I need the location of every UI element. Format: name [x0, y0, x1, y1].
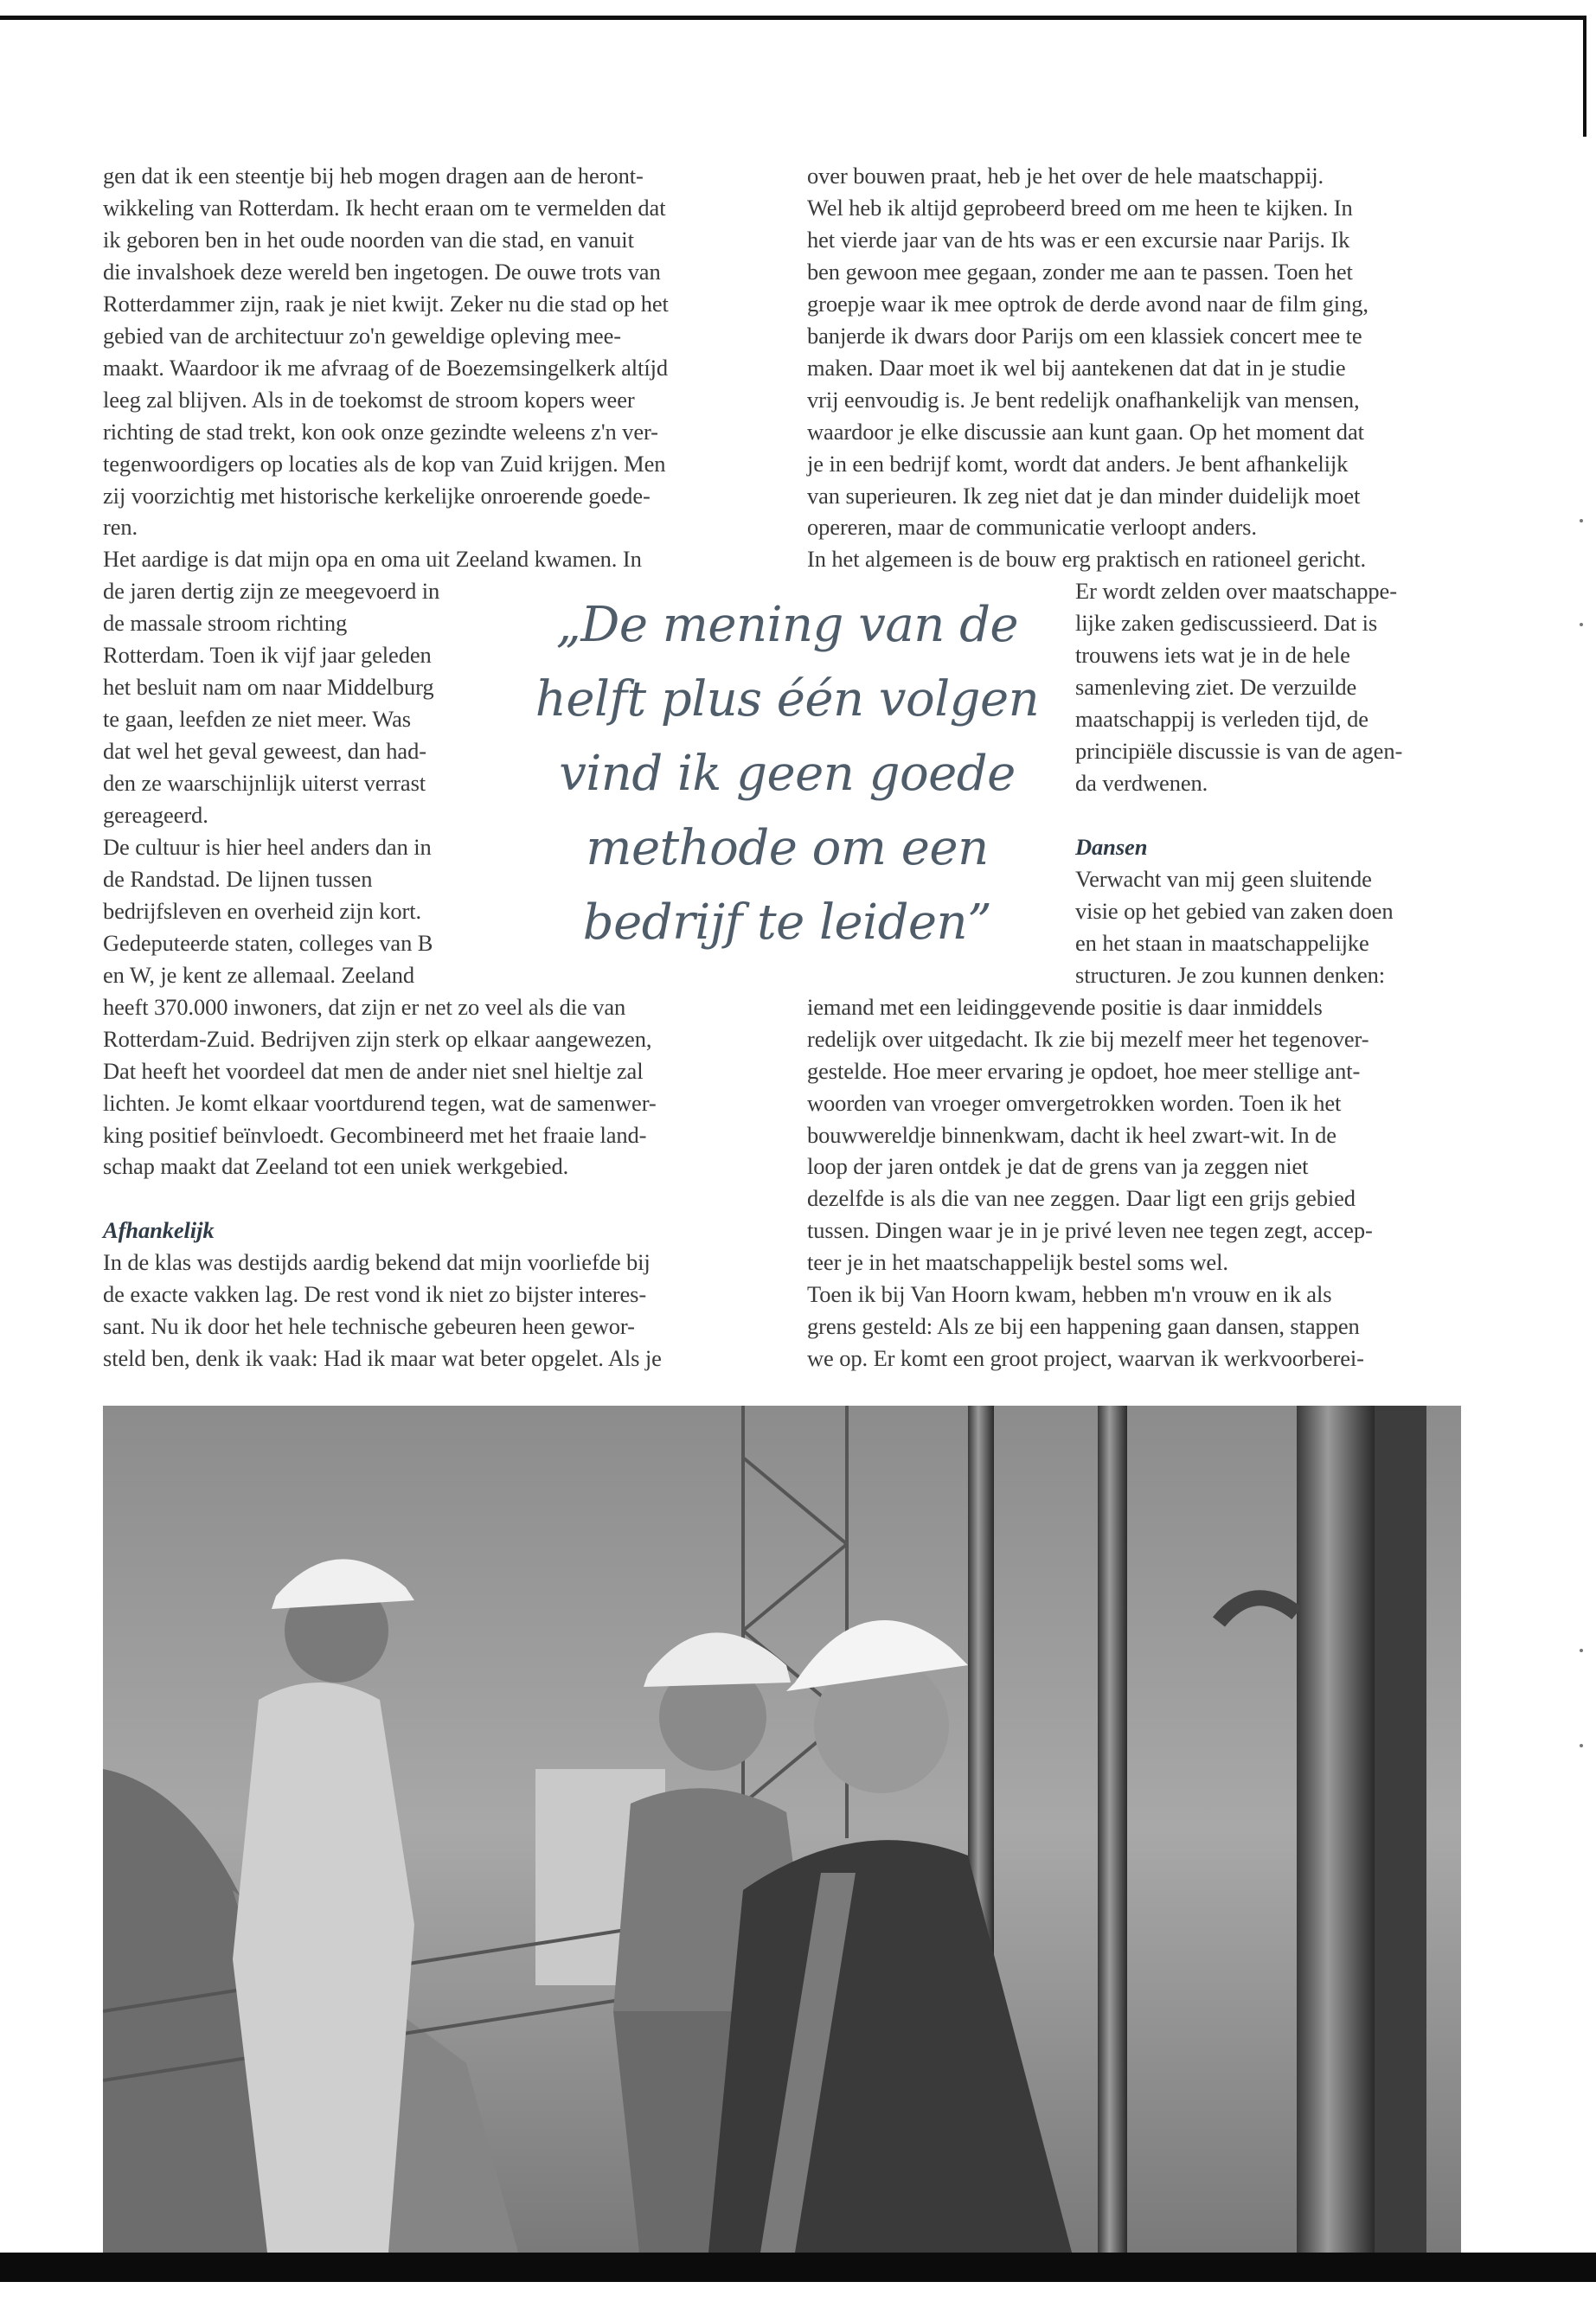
photo-construction-workers	[103, 1406, 1461, 2253]
body-text-line: lichten. Je komt elkaar voortdurend tegen, wat de samenwer-	[103, 1089, 657, 1116]
body-text-line: grens gesteld: Als ze bij een happening gaan dansen, stappen	[807, 1313, 1360, 1340]
body-text-line: Rotterdam-Zuid. Bedrijven zijn sterk op elkaar aangewezen,	[103, 1025, 652, 1052]
pull-quote-line: „De mening van de	[555, 597, 1019, 653]
body-text-line: banjerde ik dwars door Parijs om een klassiek concert mee te	[807, 322, 1362, 349]
section-heading: Dansen	[1075, 833, 1148, 860]
body-text-line: trouwens iets wat je in de hele	[1075, 642, 1350, 669]
body-text-line: tussen. Dingen waar je in je privé leven nee tegen zegt, accep-	[807, 1217, 1373, 1244]
scan-mark	[1580, 519, 1583, 522]
body-text-line: woorden van vroeger omvergetrokken worden. Toen ik het	[807, 1089, 1342, 1116]
body-text-line: Gedeputeerde staten, colleges van B	[103, 929, 433, 956]
body-text-line: en W, je kent ze allemaal. Zeeland	[103, 961, 415, 988]
body-text-line: gestelde. Hoe meer ervaring je opdoet, hoe meer stellige ant-	[807, 1057, 1361, 1084]
body-text-line: Rotterdammer zijn, raak je niet kwijt. Zeker nu die stad op het	[103, 290, 669, 317]
body-text-line: bouwwereldje binnenkwam, dacht ik heel zwart-wit. In de	[807, 1121, 1336, 1148]
body-text-line: sant. Nu ik door het hele technische gebeuren heen gewor-	[103, 1313, 635, 1340]
body-text-line: en het staan in maatschappelijke	[1075, 929, 1369, 956]
body-text-line: richting de stad trekt, kon ook onze gezindte weleens z'n ver-	[103, 418, 658, 445]
body-text-line: steld ben, denk ik vaak: Had ik maar wat beter opgelet. Als je	[103, 1345, 662, 1372]
body-text-line: we op. Er komt een groot project, waarvan ik werkvoorberei-	[807, 1345, 1364, 1372]
body-text-line: king positief beïnvloedt. Gecombineerd met het fraaie land-	[103, 1121, 647, 1148]
body-text-line: van superieuren. Ik zeg niet dat je dan minder duidelijk moet	[807, 482, 1361, 509]
pull-quote-line: helft plus één volgen	[535, 671, 1040, 727]
body-text-line: maakt. Waardoor ik me afvraag of de Boezemsingelkerk altíjd	[103, 354, 668, 381]
body-text-line: dat wel het geval geweest, dan had-	[103, 738, 426, 765]
body-text-line: maatschappij is verleden tijd, de	[1075, 706, 1368, 733]
body-text-line: leeg zal blijven. Als in de toekomst de stroom kopers weer	[103, 386, 635, 413]
body-text-line: dezelfde is als die van nee zeggen. Daar ligt een grijs gebied	[807, 1185, 1356, 1212]
body-text-line: visie op het gebied van zaken doen	[1075, 897, 1394, 924]
body-text-line: opereren, maar de communicatie verloopt anders.	[807, 514, 1257, 541]
page-right-border	[1583, 16, 1586, 137]
body-text-line: redelijk over uitgedacht. Ik zie bij mezelf meer het tegenover-	[807, 1025, 1369, 1052]
body-text-line: In de klas was destijds aardig bekend dat mijn voorliefde bij	[103, 1249, 651, 1276]
body-text-line: Het aardige is dat mijn opa en oma uit Zeeland kwamen. In	[103, 546, 642, 573]
body-text-line: principiële discussie is van de agen-	[1075, 738, 1403, 765]
body-text-line: wikkeling van Rotterdam. Ik hecht eraan om te vermelden dat	[103, 194, 666, 221]
body-text-line: ren.	[103, 514, 138, 541]
body-text-line: ik geboren ben in het oude noorden van die stad, en vanuit	[103, 226, 634, 253]
body-text-line: schap maakt dat Zeeland tot een uniek werkgebied.	[103, 1153, 569, 1180]
body-text-line: het vierde jaar van de hts was er een excursie naar Parijs. Ik	[807, 226, 1350, 253]
body-text-line: vrij eenvoudig is. Je bent redelijk onafhankelijk van mensen,	[807, 386, 1360, 413]
body-text-line: gereageerd.	[103, 802, 208, 828]
body-text-line: lijke zaken gediscussieerd. Dat is	[1075, 610, 1378, 637]
body-text-line: Rotterdam. Toen ik vijf jaar geleden	[103, 642, 432, 669]
section-heading: Afhankelijk	[103, 1217, 215, 1244]
body-text-line: samenleving ziet. De verzuilde	[1075, 674, 1357, 701]
body-text-line: Er wordt zelden over maatschappe-	[1075, 578, 1397, 605]
body-text-line: teer je in het maatschappelijk bestel soms wel.	[807, 1249, 1228, 1276]
body-text-line: zij voorzichtig met historische kerkelijke onroerende goede-	[103, 482, 651, 509]
body-text-line: het besluit nam om naar Middelburg	[103, 674, 434, 701]
body-text-line: Verwacht van mij geen sluitende	[1075, 865, 1372, 892]
body-text-line: groepje waar ik mee optrok de derde avond naar de film ging,	[807, 290, 1368, 317]
scan-mark	[1580, 1649, 1583, 1652]
body-text-line: In het algemeen is de bouw erg praktisch en rationeel gericht.	[807, 546, 1367, 573]
body-text-line: De cultuur is hier heel anders dan in	[103, 833, 432, 860]
body-text-line: Toen ik bij Van Hoorn kwam, hebben m'n vrouw en ik als	[807, 1281, 1332, 1308]
body-text-line: bedrijfsleven en overheid zijn kort.	[103, 897, 422, 924]
page-bottom-border	[0, 2253, 1596, 2282]
pull-quote-line: vind ik geen goede	[559, 746, 1016, 802]
body-text-line: gen dat ik een steentje bij heb mogen dragen aan de heront-	[103, 163, 644, 189]
body-text-line: over bouwen praat, heb je het over de hele maatschappij.	[807, 163, 1324, 189]
page-top-border	[0, 16, 1586, 20]
body-text-line: ben gewoon mee gegaan, zonder me aan te passen. Toen het	[807, 258, 1353, 285]
body-text-line: heeft 370.000 inwoners, dat zijn er net zo veel als die van	[103, 993, 626, 1020]
pull-quote-line: methode om een	[586, 820, 989, 876]
body-text-line: iemand met een leidinggevende positie is daar inmiddels	[807, 993, 1323, 1020]
body-text-line: de jaren dertig zijn ze meegevoerd in	[103, 578, 440, 605]
body-text-line: die invalshoek deze wereld ben ingetogen. De ouwe trots van	[103, 258, 661, 285]
body-text-line: maken. Daar moet ik wel bij aantekenen dat dat in je studie	[807, 354, 1346, 381]
pull-quote-line: bedrijf te leiden”	[582, 894, 992, 951]
body-text-line: den ze waarschijnlijk uiterst verrast	[103, 770, 426, 797]
body-text-line: da verdwenen.	[1075, 770, 1208, 797]
body-text-line: de Randstad. De lijnen tussen	[103, 865, 373, 892]
body-text-line: loop der jaren ontdek je dat de grens van ja zeggen niet	[807, 1153, 1309, 1180]
body-text-line: je in een bedrijf komt, wordt dat anders. Je bent afhankelijk	[807, 450, 1349, 477]
body-text-line: structuren. Je zou kunnen denken:	[1075, 961, 1386, 988]
body-text-line: gebied van de architectuur zo'n geweldige opleving mee-	[103, 322, 621, 349]
body-text-line: de massale stroom richting	[103, 610, 348, 637]
body-text-line: Wel heb ik altijd geprobeerd breed om me heen te kijken. In	[807, 194, 1353, 221]
body-text-line: te gaan, leefden ze niet meer. Was	[103, 706, 411, 733]
body-text-line: Dat heeft het voordeel dat men de ander niet snel hieltje zal	[103, 1057, 644, 1084]
body-text-line: tegenwoordigers op locaties als de kop van Zuid krijgen. Men	[103, 450, 666, 477]
scan-mark	[1580, 1744, 1583, 1747]
body-text-line: de exacte vakken lag. De rest vond ik niet zo bijster interes-	[103, 1281, 647, 1308]
body-text-line: waardoor je elke discussie aan kunt gaan. Op het moment dat	[807, 418, 1364, 445]
scan-mark	[1580, 623, 1583, 626]
